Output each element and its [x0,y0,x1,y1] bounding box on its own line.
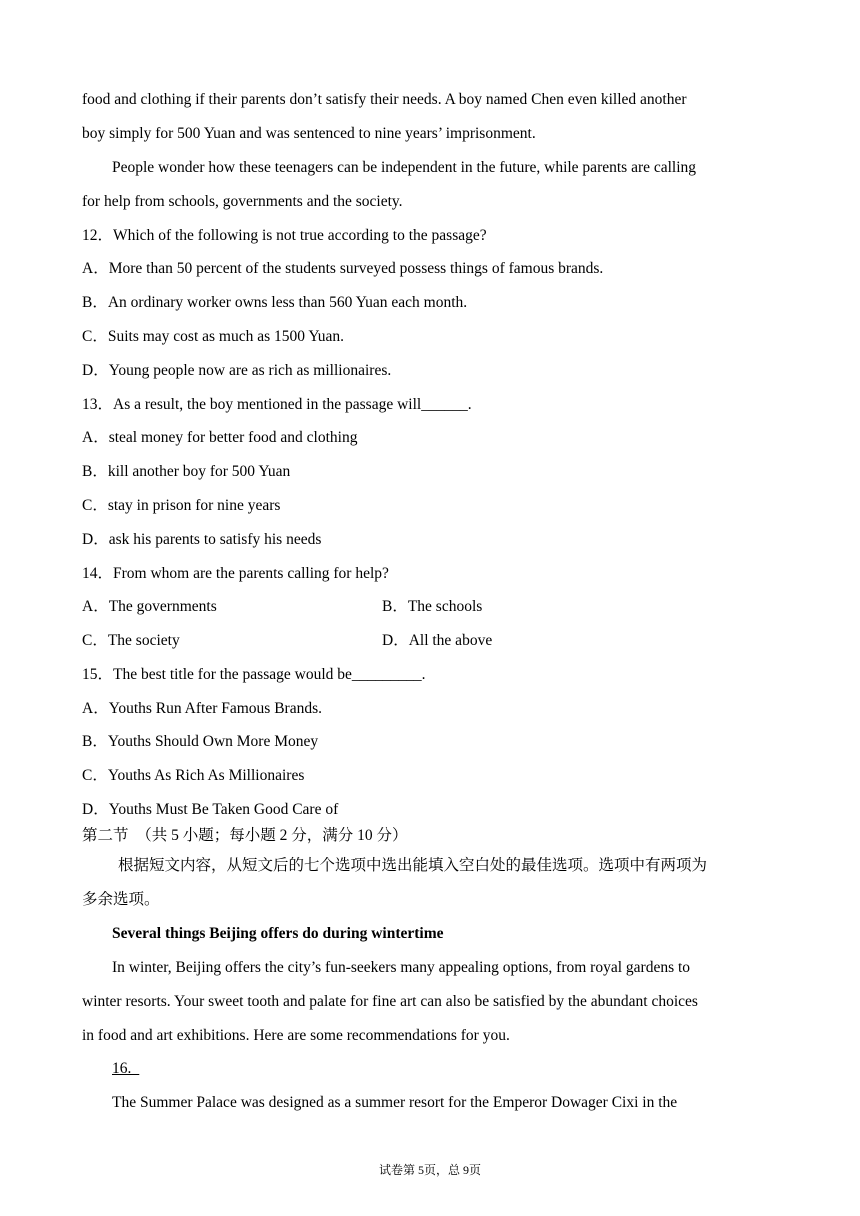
option-12-c: C．Suits may cost as much as 1500 Yuan. [82,328,345,345]
passage-line: In winter, Beijing offers the city’s fun-seekers many appealing options, from royal gardens to [112,959,691,976]
passage-line: for help from schools, governments and the society. [82,193,403,210]
option-12-b: B．An ordinary worker owns less than 560 Yuan each month. [82,294,468,311]
passage-line: food and clothing if their parents don’t satisfy their needs. A boy named Chen even killed another [82,91,687,108]
passage-line: winter resorts. Your sweet tooth and palate for fine art can also be satisfied by the abundant choices [82,993,698,1010]
passage-line: boy simply for 500 Yuan and was sentenced to nine years’ imprisonment. [82,125,536,142]
option-15-c: C．Youths As Rich As Millionaires [82,767,305,784]
option-15-a: A．Youths Run After Famous Brands. [82,700,322,717]
question-stem-12: 12．Which of the following is not true according to the passage? [82,227,487,244]
page-footer: 试卷第 5页，总 9页 [378,1163,481,1177]
passage-line: The Summer Palace was designed as a summer resort for the Emperor Dowager Cixi in the [112,1094,678,1111]
option-13-b: B．kill another boy for 500 Yuan [82,463,291,480]
passage-line: in food and art exhibitions. Here are some recommendations for you. [82,1027,510,1044]
section-instruction: 根据短文内容，从短文后的七个选项中选出能填入空白处的最佳选项。选项中有两项为 [118,857,708,874]
option-12-d: D．Young people now are as rich as millionaires. [82,362,392,379]
passage-line: People wonder how these teenagers can be independent in the future, while parents are calling [112,159,697,176]
option-14-b: B．The schools [382,598,483,615]
passage-title: Several things Beijing offers do during wintertime [112,925,444,942]
option-13-c: C．stay in prison for nine years [82,497,281,514]
section-heading: 第二节 （共 5 小题；每小题 2 分，满分 10 分） [82,827,408,844]
option-14-a: A．The governments [82,598,217,615]
question-stem-15: 15．The best title for the passage would be_________. [82,666,426,683]
option-13-d: D．ask his parents to satisfy his needs [82,531,322,548]
option-14-c: C．The society [82,632,180,649]
option-15-b: B．Youths Should Own More Money [82,733,319,750]
blank-16: 16._ [112,1060,140,1077]
section-instruction: 多余选项。 [82,891,160,908]
option-12-a: A．More than 50 percent of the students surveyed possess things of famous brands. [82,260,604,277]
option-14-d: D．All the above [382,632,493,649]
option-13-a: A．steal money for better food and clothing [82,429,358,446]
question-stem-14: 14．From whom are the parents calling for help? [82,565,389,582]
option-15-d: D．Youths Must Be Taken Good Care of [82,801,339,818]
question-stem-13: 13．As a result, the boy mentioned in the passage will______. [82,396,472,413]
